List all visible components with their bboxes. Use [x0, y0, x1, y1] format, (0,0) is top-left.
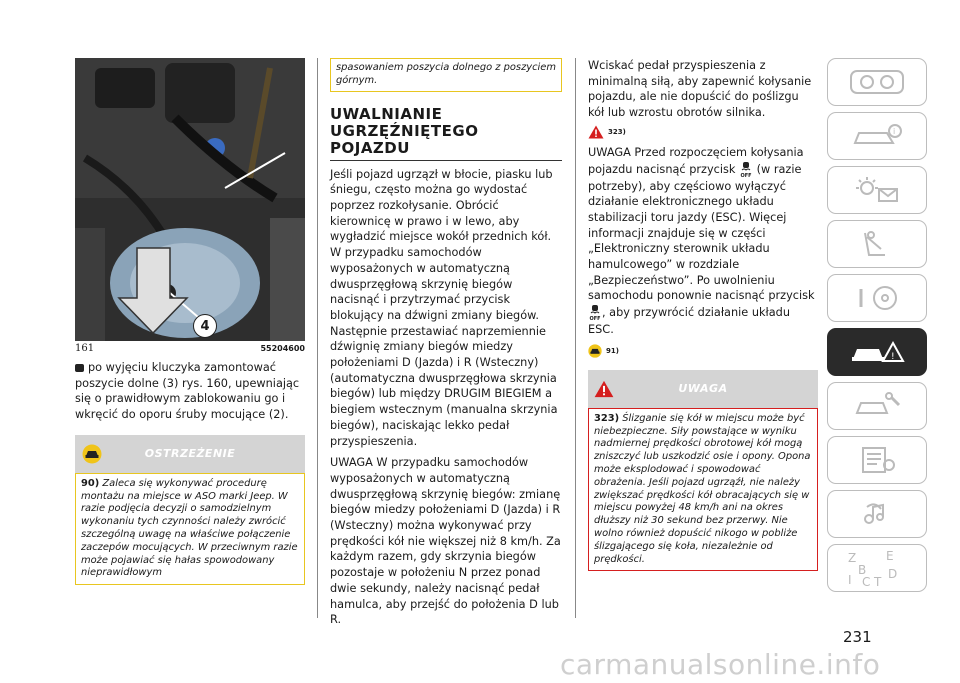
warning-text: Ślizganie się kół w miejscu może być niebezpieczne. Siły powstające w wyniku nadmiernej prędkości obrotowej kół mogą zniszczyć lub uszkodzić osie i opony. Opona może eksplodować i spowodować obrażenia. Jeśli pojazd ugrząźł, nie należy zwiększać prędkości kół obracających się w miejscu powyżej 48 km/h ani na okres dłuższy niż 30 sekund bez przerwy. Nie wolno również dopuścić nikogo w pobliże ślizgającego się koła, niezależnie od prędkości.: [594, 412, 811, 565]
car-skid-icon: [741, 161, 751, 171]
note-title: OSTRZEŻENIE: [144, 447, 236, 461]
index-letter: E: [886, 549, 894, 563]
tab-car-info[interactable]: [827, 112, 927, 160]
svg-text:i: i: [893, 127, 896, 136]
esc-off-icon: [588, 304, 602, 322]
note-box: [75, 473, 305, 585]
paragraph-1: Wciskać pedał przyspieszenia z minimalną siłą, aby zapewnić kołysanie pojazdu, ale nie dopuścić do poślizgu kół lub wzrostu obrotów silnika.: [588, 59, 812, 120]
paragraph-2-part-a: UWAGA Przed rozpoczęciem kołysania pojazdu nacisnąć przycisk: [588, 145, 804, 176]
steering-wheel-icon: [847, 283, 907, 313]
warning-ref-inline: 323): [608, 127, 626, 136]
note-text: Zaleca się wykonywać procedurę montażu na miejsce w ASO marki Jeep. W razie podjęcia decyzji o samodzielnym wykonaniu tych czynności należy zwrócić szczególną uwagę na właściwe połączenie zaczepów mocujących. W przeciwnym razie może pojawiać się hałas spowodowany nieprawidłowym: [81, 477, 298, 579]
figure-caption: [75, 343, 305, 354]
warning-header: [588, 370, 818, 408]
car-caution-icon: [588, 344, 602, 358]
figure-number: 161: [75, 343, 95, 354]
tab-service-list[interactable]: [827, 436, 927, 484]
figure-photo: [75, 58, 305, 341]
car-skid-icon: [590, 304, 600, 314]
index-letter: I: [848, 573, 852, 587]
callout-badge: [193, 314, 217, 338]
warning-ref: 323): [594, 412, 620, 424]
sun-mail-icon: [847, 175, 907, 205]
figure-id: 55204600: [260, 344, 305, 353]
column-divider: [317, 58, 318, 618]
paragraph-2-part-b: (w razie potrzeby), aby częściowo wyłączyć działanie elektronicznego układu stabilizacji toru jazdy (ESC). Więcej informacji znajduje się w części „Elektroniczny sterownik układu hamulcowego” w rozdziale „Bezpieczeństwo”. Po uwolnieniu samochodu ponownie nacisnąć przycisk: [588, 162, 815, 303]
esc-off-label: OFF: [740, 172, 752, 179]
dashboard-icon: [847, 67, 907, 97]
index-letter: D: [888, 567, 898, 581]
tab-emergency[interactable]: [827, 328, 927, 376]
note-ref-inline: 91): [606, 346, 619, 355]
tab-alphabet[interactable]: [827, 544, 927, 592]
column-2: [330, 58, 562, 628]
warning-box: [588, 408, 818, 572]
column-3: [588, 58, 818, 571]
warning-triangle-icon: [588, 125, 604, 139]
seat-belt-icon: [847, 229, 907, 259]
index-letter: C: [862, 575, 871, 589]
music-phone-icon: [847, 499, 907, 529]
chapter-tabs: [827, 58, 927, 598]
page-number: 231: [843, 628, 872, 646]
warning-reference: [588, 125, 818, 139]
column-divider: [575, 58, 576, 618]
tab-wrench[interactable]: [827, 382, 927, 430]
esc-off-label: OFF: [589, 316, 601, 323]
instruction-paragraph: [75, 360, 305, 423]
tab-media[interactable]: [827, 490, 927, 538]
note-ref: 90): [81, 477, 100, 489]
paragraph-2: UWAGA W przypadku samochodów wyposażonych w automatyczną dwusprzęgłową skrzynię biegów: zmianę biegów miedzy położeniami D (Jazda) i R (Wsteczny) można wykonywać przy prędkości kół nie większej niż 8 km/h. Za każdym razem, gdy skrzynia biegów pozostaje w położeniu N przez ponad dwie sekundy, należy nacisnąć pedał hamulca, aby przejść do położenia D lub R.: [330, 456, 561, 627]
tab-lights-mail[interactable]: [827, 166, 927, 214]
watermark: carmanualsonline.info: [560, 648, 881, 681]
service-list-icon: [847, 445, 907, 475]
emergency-car-icon: [847, 337, 907, 367]
steering-column-illustration: [75, 58, 305, 341]
note-header: [75, 435, 305, 473]
car-info-icon: [847, 121, 907, 151]
column-1: [75, 58, 305, 585]
paragraph-1: Jeśli pojazd ugrzązł w błocie, piasku lub śniegu, często można go wydostać poprzez rozkołysanie. Obrócić kierownicę w prawo i w lewo, aby wygładzić miejsce wokół przednich kół. W przypadku samochodów wyposażonych w automatyczną dwusprzęgłową skrzynię biegów nacisnąć i przytrzymać przycisk blokujący na dźwigni zmiany biegów. Następnie przestawiać naprzemiennie dźwignię zmiany biegów miedzy położeniami D (Jazda) i R (Wsteczny) (automatyczna dwusprzęgłowa skrzynia biegów) lub między DRUGIM BIEGIEM a biegiem wstecznym (manualna skrzynia biegów), naciskając lekko pedał przyspieszenia.: [330, 167, 558, 448]
instruction-text: po wyjęciu kluczyka zamontować poszycie dolne (3) rys. 160, upewniając się o prawidłowym zablokowaniu go i wkręcić do oporu śruby mocujące (2).: [75, 361, 300, 422]
paragraph-2: [588, 145, 818, 338]
heading-rule: [330, 160, 562, 161]
tab-seat-belt[interactable]: [827, 220, 927, 268]
callout-number: 4: [200, 318, 210, 334]
section-heading: UWALNIANIE UGRZĘŹNIĘTEGO POJAZDU: [330, 104, 479, 157]
key-icon: [75, 364, 84, 372]
index-letter: T: [874, 575, 882, 589]
tab-key-wheel[interactable]: [827, 274, 927, 322]
tab-dashboard[interactable]: [827, 58, 927, 106]
note-reference: [588, 344, 818, 358]
wrench-car-icon: [847, 391, 907, 421]
paragraph-2-part-c: , aby przywrócić działanie układu ESC.: [588, 306, 790, 337]
continued-note: spasowaniem poszycia dolnego z poszyciem górnym.: [330, 58, 562, 92]
warning-title: UWAGA: [678, 382, 728, 396]
esc-off-icon: [739, 161, 753, 179]
index-letter: B: [858, 563, 867, 577]
svg-text:!: !: [891, 352, 895, 362]
index-letter: Z: [848, 551, 857, 565]
